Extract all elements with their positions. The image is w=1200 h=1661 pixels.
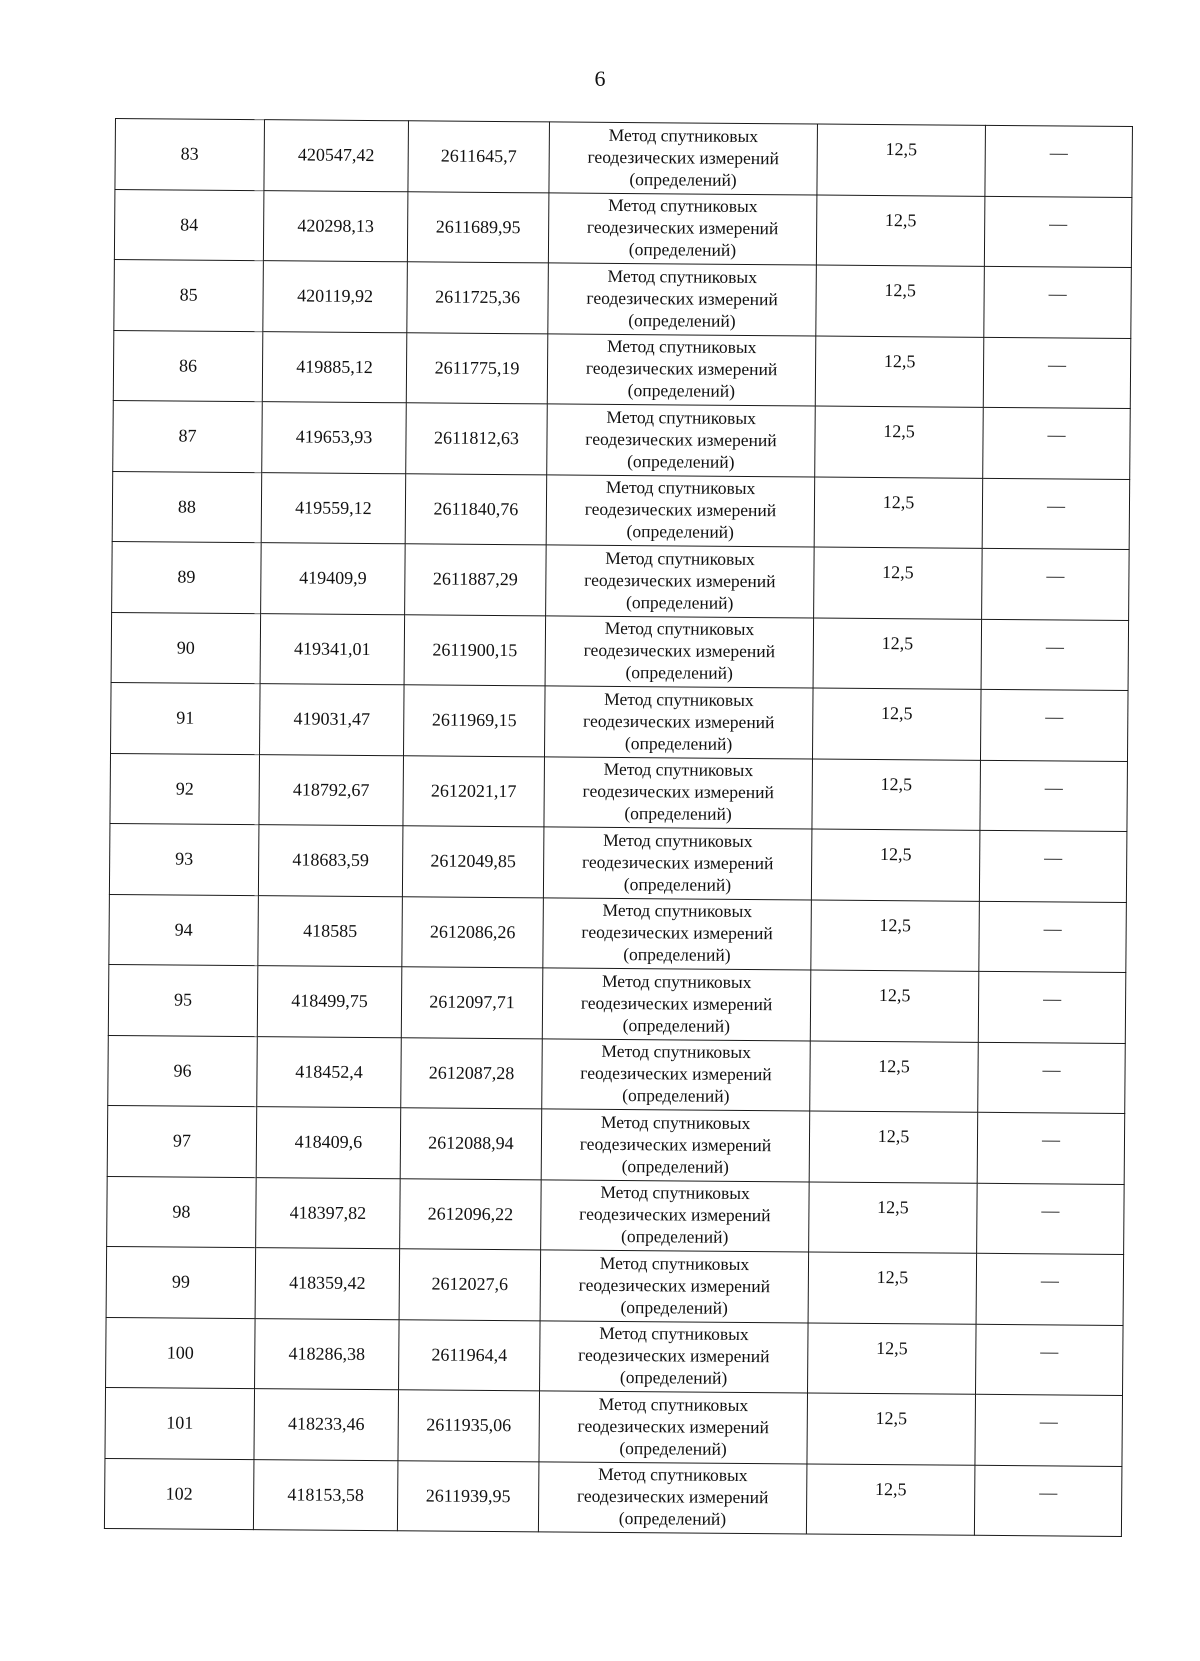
method-line: геодезических измерений	[578, 1344, 770, 1367]
method-line: Метод спутниковых	[600, 1182, 750, 1204]
method-line: (определений)	[624, 732, 733, 754]
table-row	[113, 330, 1131, 408]
point-number-cell: 97	[107, 1105, 257, 1177]
method-cell	[539, 1391, 808, 1464]
point-number-cell: 101	[105, 1387, 255, 1459]
y-coordinate-cell: 2611935,06	[398, 1390, 540, 1462]
point-number-cell: 83	[115, 119, 265, 191]
table-row	[114, 259, 1132, 337]
y-coordinate-cell: 2612049,85	[402, 826, 544, 898]
method-line: (определений)	[622, 1085, 730, 1107]
point-number-cell: 90	[111, 612, 261, 684]
note-cell: —	[979, 830, 1127, 902]
y-coordinate-cell: 2612027,6	[399, 1249, 541, 1321]
note-cell: —	[983, 337, 1131, 409]
note-cell: —	[984, 196, 1132, 268]
note-cell: —	[982, 478, 1130, 550]
accuracy-cell: 12,5	[806, 1463, 975, 1535]
method-line: геодезических измерений	[587, 146, 779, 169]
accuracy-cell: 12,5	[811, 829, 980, 901]
method-cell	[545, 615, 814, 688]
accuracy-cell: 12,5	[811, 899, 980, 971]
note-cell: —	[974, 1465, 1122, 1537]
method-line: Метод спутниковых	[599, 1323, 749, 1345]
method-line: (определений)	[625, 662, 733, 684]
method-cell	[538, 1461, 807, 1534]
method-line: геодезических измерений	[577, 1415, 770, 1437]
method-line: (определений)	[620, 1296, 728, 1318]
point-number-cell: 87	[113, 400, 263, 472]
point-number-cell: 88	[112, 471, 262, 543]
method-line: геодезических измерений	[582, 781, 774, 803]
method-line: (определений)	[627, 380, 736, 402]
method-line: геодезических измерений	[584, 569, 776, 592]
method-line: геодезических измерений	[584, 499, 777, 521]
method-line: Метод спутниковых	[601, 970, 752, 992]
table-row	[111, 612, 1129, 690]
note-cell: —	[983, 407, 1131, 479]
method-line: Метод спутниковых	[604, 688, 754, 710]
method-cell	[548, 263, 817, 336]
note-cell: —	[981, 619, 1129, 691]
table-row	[108, 964, 1126, 1042]
accuracy-cell: 12,5	[815, 336, 984, 408]
x-coordinate-cell: 419341,01	[260, 613, 405, 685]
x-coordinate-cell: 418359,42	[255, 1248, 400, 1320]
method-cell	[542, 968, 811, 1041]
x-coordinate-cell: 419409,9	[261, 543, 406, 615]
x-coordinate-cell: 418585	[258, 895, 403, 967]
y-coordinate-cell: 2611689,95	[407, 191, 549, 263]
method-line: геодезических измерений	[583, 710, 775, 733]
method-line: геодезических измерений	[586, 217, 779, 239]
method-line: Метод спутниковых	[599, 1252, 750, 1274]
method-line: (определений)	[623, 944, 731, 966]
method-line: Метод спутниковых	[608, 124, 759, 146]
method-line: (определений)	[621, 1155, 730, 1177]
point-number-cell: 99	[106, 1246, 256, 1318]
point-number-cell: 95	[108, 964, 258, 1036]
table-row	[105, 1387, 1123, 1465]
accuracy-cell: 12,5	[808, 1252, 977, 1324]
accuracy-cell: 12,5	[807, 1393, 976, 1465]
method-line: Метод спутниковых	[608, 195, 758, 217]
method-cell	[547, 333, 816, 406]
method-line: Метод спутниковых	[603, 829, 753, 851]
method-line: Метод спутниковых	[604, 618, 755, 640]
method-line: геодезических измерений	[586, 287, 778, 310]
point-number-cell: 91	[111, 682, 261, 754]
page-number: 6	[594, 66, 606, 91]
table-row	[115, 119, 1133, 197]
x-coordinate-cell: 418233,46	[254, 1389, 399, 1461]
note-cell: —	[977, 1112, 1125, 1184]
table-row	[112, 541, 1130, 619]
method-line: (определений)	[625, 591, 734, 613]
method-line: (определений)	[628, 309, 736, 331]
method-line: Метод спутниковых	[598, 1393, 749, 1415]
method-line: геодезических измерений	[580, 1062, 772, 1085]
x-coordinate-cell: 418683,59	[258, 825, 403, 897]
note-cell: —	[976, 1324, 1124, 1396]
y-coordinate-cell: 2611969,15	[404, 685, 546, 757]
x-coordinate-cell: 420298,13	[263, 190, 408, 262]
method-line: (определений)	[629, 168, 737, 190]
x-coordinate-cell: 418153,58	[253, 1459, 398, 1531]
method-line: (определений)	[620, 1226, 729, 1248]
point-number-cell: 93	[109, 823, 259, 895]
method-line: (определений)	[619, 1367, 728, 1389]
note-cell: —	[979, 901, 1127, 973]
x-coordinate-cell: 418409,6	[256, 1107, 401, 1179]
method-line: (определений)	[624, 803, 732, 825]
y-coordinate-cell: 2612087,28	[401, 1037, 543, 1109]
note-cell: —	[975, 1394, 1123, 1466]
method-line: геодезических измерений	[580, 992, 773, 1015]
method-line: Метод спутниковых	[598, 1464, 748, 1486]
point-number-cell: 100	[106, 1317, 256, 1389]
y-coordinate-cell: 2611939,95	[397, 1460, 539, 1532]
x-coordinate-cell: 419653,93	[262, 402, 407, 474]
y-coordinate-cell: 2611725,36	[407, 262, 549, 334]
method-cell	[544, 756, 813, 829]
table-body	[104, 119, 1132, 1537]
method-line: Метод спутниковых	[603, 759, 754, 781]
method-line: (определений)	[623, 873, 732, 895]
method-line: Метод спутниковых	[607, 265, 758, 287]
method-line: геодезических измерений	[585, 358, 778, 380]
method-line: геодезических измерений	[578, 1274, 771, 1296]
method-line: геодезических измерений	[581, 851, 774, 874]
accuracy-cell: 12,5	[809, 1181, 978, 1253]
y-coordinate-cell: 2611887,29	[405, 544, 547, 616]
method-cell	[549, 122, 818, 195]
method-line: (определений)	[626, 521, 735, 543]
note-cell: —	[985, 125, 1133, 197]
accuracy-cell: 12,5	[813, 618, 982, 690]
note-cell: —	[982, 548, 1130, 620]
method-line: Метод спутниковых	[605, 547, 755, 569]
method-cell	[544, 686, 813, 759]
accuracy-cell: 12,5	[814, 547, 983, 619]
method-line: Метод спутниковых	[605, 477, 756, 499]
y-coordinate-cell: 2612097,71	[401, 967, 543, 1039]
accuracy-cell: 12,5	[815, 406, 984, 478]
point-number-cell: 84	[114, 189, 264, 261]
method-cell	[543, 827, 812, 900]
method-line: Метод спутниковых	[600, 1111, 751, 1133]
point-number-cell: 85	[114, 259, 264, 331]
coordinates-table	[104, 118, 1133, 1537]
table-row	[107, 1105, 1125, 1183]
y-coordinate-cell: 2612088,94	[400, 1108, 542, 1180]
y-coordinate-cell: 2612086,26	[402, 896, 544, 968]
table-row	[111, 682, 1129, 760]
accuracy-cell: 12,5	[816, 195, 985, 267]
method-cell	[547, 404, 816, 477]
point-number-cell: 86	[113, 330, 263, 402]
y-coordinate-cell: 2612021,17	[403, 755, 545, 827]
note-cell: —	[976, 1253, 1124, 1325]
method-cell	[548, 192, 817, 265]
note-cell: —	[984, 266, 1132, 338]
table-row	[106, 1246, 1124, 1324]
method-cell	[541, 1179, 810, 1252]
accuracy-cell: 12,5	[808, 1322, 977, 1394]
x-coordinate-cell: 420119,92	[263, 261, 408, 333]
accuracy-cell: 12,5	[814, 477, 983, 549]
x-coordinate-cell: 418499,75	[257, 966, 402, 1038]
method-line: Метод спутниковых	[602, 900, 753, 922]
x-coordinate-cell: 418397,82	[256, 1177, 401, 1249]
table-row	[108, 1035, 1126, 1113]
x-coordinate-cell: 419559,12	[261, 472, 406, 544]
table-row	[109, 823, 1127, 901]
point-number-cell: 94	[109, 894, 259, 966]
x-coordinate-cell: 419885,12	[262, 331, 407, 403]
method-line: (определений)	[619, 1437, 727, 1459]
method-cell	[540, 1250, 809, 1323]
table-row	[114, 189, 1132, 267]
x-coordinate-cell: 418286,38	[255, 1318, 400, 1390]
method-line: Метод спутниковых	[606, 406, 756, 428]
note-cell: —	[980, 760, 1128, 832]
method-cell	[541, 1109, 810, 1182]
note-cell: —	[980, 689, 1128, 761]
x-coordinate-cell: 419031,47	[260, 684, 405, 756]
table-row	[104, 1458, 1122, 1536]
note-cell: —	[977, 1183, 1125, 1255]
y-coordinate-cell: 2611900,15	[404, 614, 546, 686]
accuracy-cell: 12,5	[812, 758, 981, 830]
point-number-cell: 102	[104, 1458, 254, 1530]
method-line: геодезических измерений	[585, 428, 777, 451]
method-cell	[546, 474, 815, 547]
point-number-cell: 89	[112, 541, 262, 613]
table-row	[107, 1176, 1125, 1254]
method-line: (определений)	[627, 450, 735, 472]
y-coordinate-cell: 2611775,19	[406, 332, 548, 404]
x-coordinate-cell: 420547,42	[264, 120, 409, 192]
method-cell	[546, 545, 815, 618]
y-coordinate-cell: 2611645,7	[408, 121, 550, 193]
method-line: (определений)	[628, 239, 737, 261]
note-cell: —	[978, 1042, 1126, 1114]
accuracy-cell: 12,5	[810, 970, 979, 1042]
method-line: (определений)	[618, 1508, 727, 1530]
point-number-cell: 98	[107, 1176, 257, 1248]
table-row	[106, 1317, 1124, 1395]
accuracy-cell: 12,5	[809, 1111, 978, 1183]
x-coordinate-cell: 418792,67	[259, 754, 404, 826]
y-coordinate-cell: 2612096,22	[400, 1178, 542, 1250]
y-coordinate-cell: 2611840,76	[405, 473, 547, 545]
y-coordinate-cell: 2611812,63	[406, 403, 548, 475]
accuracy-cell: 12,5	[817, 124, 986, 196]
method-cell	[543, 897, 812, 970]
point-number-cell: 96	[108, 1035, 258, 1107]
table-row	[112, 471, 1130, 549]
table-row	[110, 753, 1128, 831]
method-line: Метод спутниковых	[601, 1041, 751, 1063]
y-coordinate-cell: 2611964,4	[399, 1319, 541, 1391]
note-cell: —	[978, 971, 1126, 1043]
method-line: (определений)	[622, 1014, 731, 1036]
table-row	[113, 400, 1131, 478]
method-line: геодезических измерений	[583, 640, 776, 662]
method-cell	[540, 1320, 809, 1393]
method-line: геодезических измерений	[581, 922, 773, 944]
point-number-cell: 92	[110, 753, 260, 825]
method-line: Метод спутниковых	[606, 336, 757, 358]
method-line: геодезических измерений	[576, 1485, 769, 1508]
accuracy-cell: 12,5	[812, 688, 981, 760]
table-row	[109, 894, 1127, 972]
method-cell	[542, 1038, 811, 1111]
accuracy-cell: 12,5	[810, 1040, 979, 1112]
accuracy-cell: 12,5	[816, 265, 985, 337]
x-coordinate-cell: 418452,4	[257, 1036, 402, 1108]
method-line: геодезических измерений	[579, 1133, 772, 1155]
method-line: геодезических измерений	[579, 1203, 771, 1226]
